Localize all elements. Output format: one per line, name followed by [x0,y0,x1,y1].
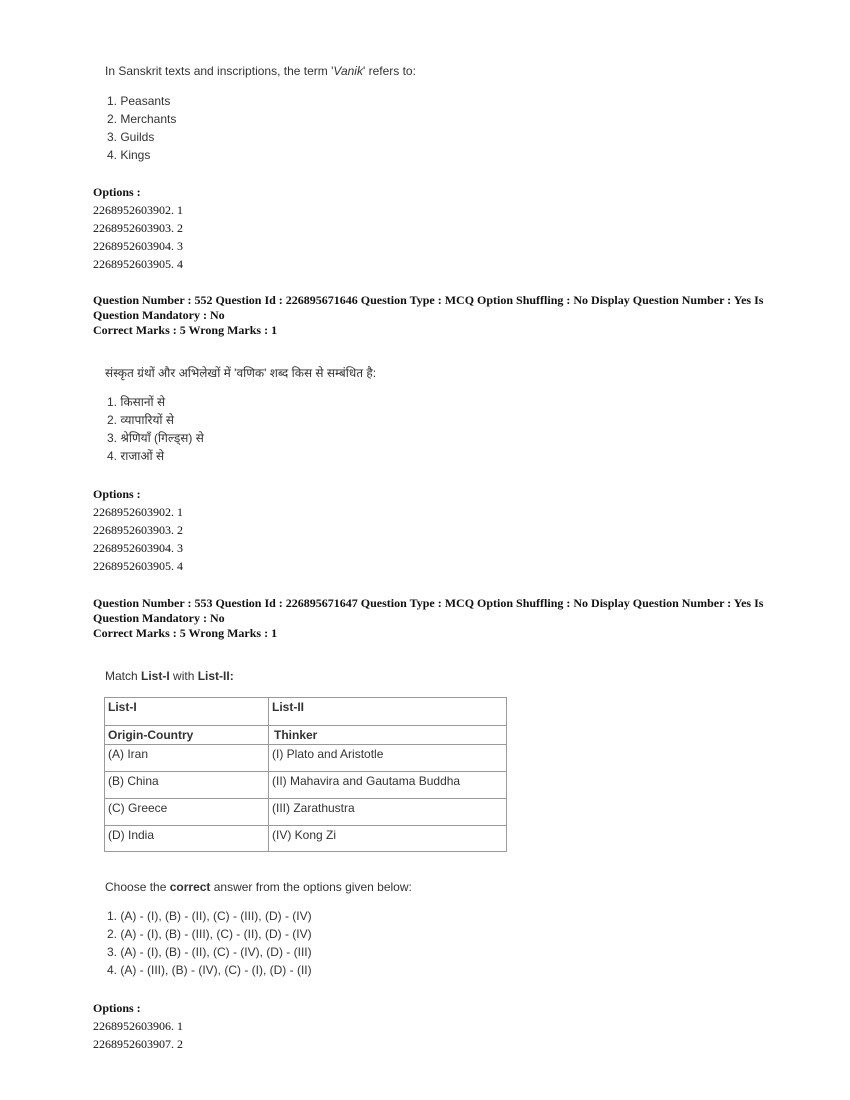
choice-item: 1. (A) - (I), (B) - (II), (C) - (III), (D) - (IV) [107,909,312,923]
options-label: Options : [93,487,141,501]
question-stem-hindi: संस्कृत ग्रंथों और अभिलेखों में 'वणिक' शब्द किस से सम्बंधित है: [105,366,377,380]
option-id: 2268952603904. 3 [93,239,183,253]
table-cell: (B) China [105,772,269,799]
table-cell: (C) Greece [105,799,269,826]
table-row [105,772,507,799]
table-row [105,745,507,772]
table-cell: (D) India [105,826,269,852]
table-row [105,826,507,852]
match-instruction: Match List-I with List-II: [105,669,234,683]
question-stem: In Sanskrit texts and inscriptions, the term 'Vanik' refers to: [105,64,416,78]
option-id: 2268952603903. 2 [93,523,183,537]
options-label: Options : [93,185,141,199]
choice-item: 1. किसानों से [107,395,166,409]
choice-item: 3. (A) - (I), (B) - (II), (C) - (IV), (D) - (III) [107,945,312,959]
options-block [93,183,183,273]
table-cell: (II) Mahavira and Gautama Buddha [269,772,507,799]
table-cell: (A) Iran [105,745,269,772]
table-subheader-cell: Origin-Country [105,726,269,745]
option-id: 2268952603902. 1 [93,203,183,217]
choice-item: 2. Merchants [107,112,177,126]
table-cell: (IV) Kong Zi [269,826,507,852]
options-label: Options : [93,1001,141,1015]
table-cell: (I) Plato and Aristotle [269,745,507,772]
choice-item: 4. Kings [107,148,151,162]
choose-instruction: Choose the correct answer from the options given below: [105,880,412,894]
choice-item: 4. राजाओं से [107,449,165,463]
option-id: 2268952603906. 1 [93,1019,183,1033]
choice-item: 3. श्रेणियाँ (गिल्ड्स) से [107,431,204,445]
choice-item: 4. (A) - (III), (B) - (IV), (C) - (I), (D) - (II) [107,963,312,977]
table-header-cell: List-I [105,698,269,726]
option-id: 2268952603905. 4 [93,559,183,573]
option-id: 2268952603902. 1 [93,505,183,519]
table-header-row [105,698,507,726]
table-row [105,799,507,826]
choice-item: 2. (A) - (I), (B) - (III), (C) - (II), (D) - (IV) [107,927,312,941]
options-block [93,485,183,575]
choice-item: 1. Peasants [107,94,171,108]
choice-list [105,907,312,979]
table-subheader-cell: Thinker [269,726,507,745]
table-subheader-row [105,726,507,745]
question-meta: Question Number : 552 Question Id : 226895671646 Question Type : MCQ Option Shuffling : No Display Question Number : Yes Is Question Mandatory : No Correct Marks : 5 Wrong Marks : 1 [93,293,764,337]
match-table [104,697,507,852]
option-id: 2268952603905. 4 [93,257,183,271]
choice-list-hindi [105,393,204,465]
choice-list [105,92,176,164]
question-meta: Question Number : 553 Question Id : 226895671647 Question Type : MCQ Option Shuffling : No Display Question Number : Yes Is Question Mandatory : No Correct Marks : 5 Wrong Marks : 1 [93,596,764,640]
option-id: 2268952603907. 2 [93,1037,183,1051]
option-id: 2268952603904. 3 [93,541,183,555]
table-header-cell: List-II [269,698,507,726]
choice-item: 2. व्यापारियों से [107,413,174,427]
table-cell: (III) Zarathustra [269,799,507,826]
option-id: 2268952603903. 2 [93,221,183,235]
options-block [93,999,183,1053]
choice-item: 3. Guilds [107,130,155,144]
